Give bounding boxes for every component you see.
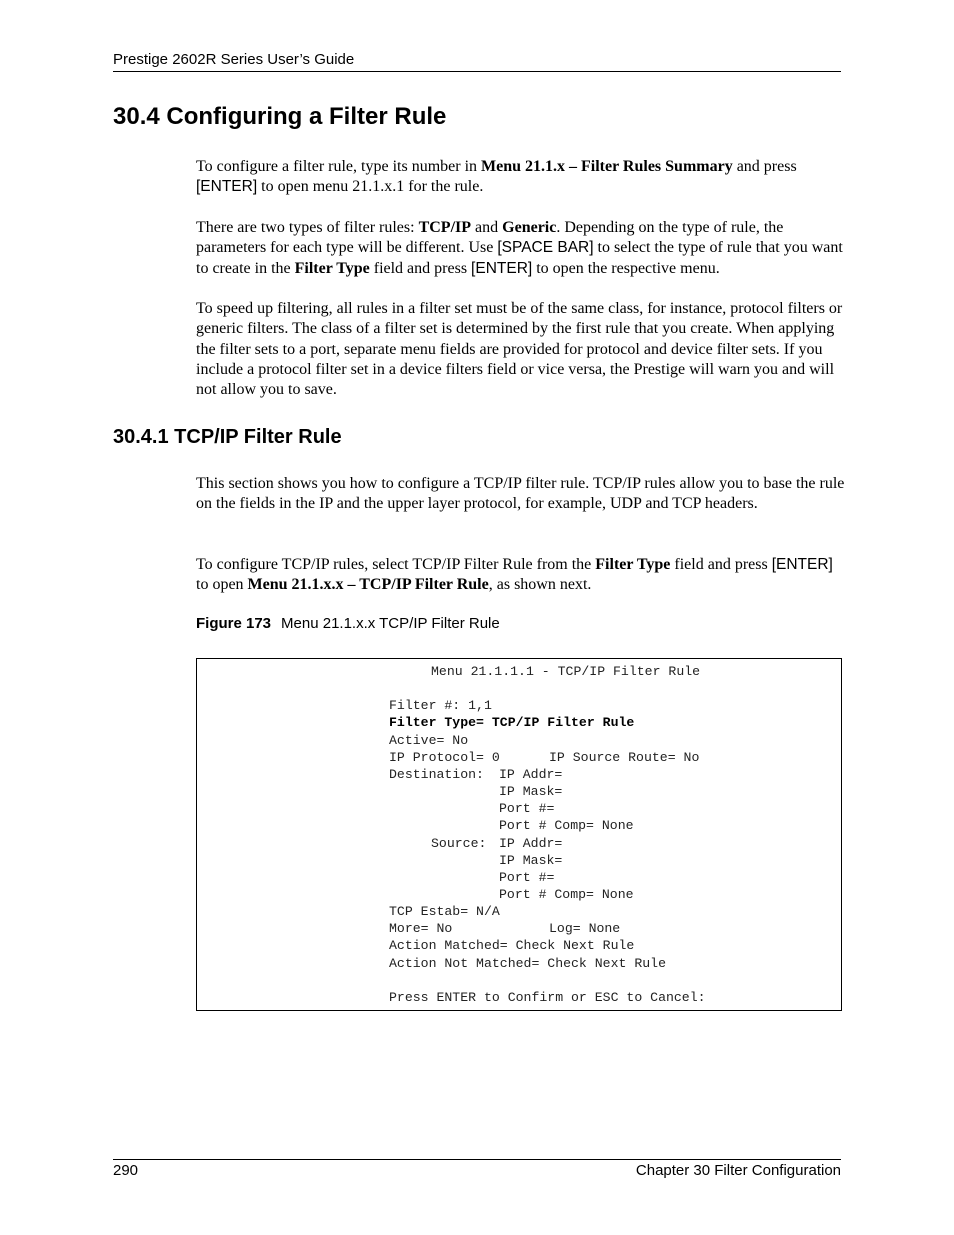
paragraph-filter-rule-types: There are two types of filter rules: TCP/IP and Generic. Depending on the type of rule, the parameters for each type will be different. Use [SPACE BAR] to select the type of rule that you want to create in the Filter Type field and press [ENTER] to open the respective menu. bbox=[196, 219, 843, 277]
src-ip-addr-field: IP Addr= bbox=[499, 836, 563, 851]
figure-title: Menu 21.1.x.x TCP/IP Filter Rule bbox=[281, 615, 500, 632]
src-port-comp-field: Port # Comp= None bbox=[499, 887, 634, 902]
figure-number: Figure 173 bbox=[196, 615, 272, 632]
footer-divider bbox=[113, 1159, 841, 1160]
paragraph-configure-tcpip: To configure TCP/IP rules, select TCP/IP Filter Rule from the Filter Type field and press [ENTER] to open Menu 21.1.x.x – TCP/IP Filter Rule, as shown next. bbox=[196, 556, 833, 594]
action-not-matched-field: Action Not Matched= Check Next Rule bbox=[389, 956, 666, 971]
ip-protocol-field: IP Protocol= 0 bbox=[389, 750, 500, 765]
page-number: 290 bbox=[113, 1162, 139, 1179]
action-matched-field: Action Matched= Check Next Rule bbox=[389, 938, 635, 953]
more-field: More= No bbox=[389, 921, 453, 936]
paragraph-filter-classes: To speed up filtering, all rules in a filter set must be of the same class, for instance, protocol filters or generic filters. The class of a filter set is determined by the first rule that you create. When applying the filter sets to a port, separate menu fields are provided for protocol and device filter sets. If you include a protocol filter set in a device filters field or vice versa, the Prestige will warn you and will not allow you to save. bbox=[196, 300, 843, 399]
log-field: Log= None bbox=[549, 921, 621, 936]
confirm-prompt: Press ENTER to Confirm or ESC to Cancel: bbox=[389, 990, 706, 1005]
dest-port-field: Port #= bbox=[499, 801, 555, 816]
paragraph-tcpip-intro: This section shows you how to configure a TCP/IP filter rule. TCP/IP rules allow you to base the rule on the fields in the IP and the upper layer protocol, for example, UDP and TCP headers. bbox=[196, 475, 845, 513]
figure-caption bbox=[196, 615, 500, 632]
ip-source-route-field: IP Source Route= No bbox=[549, 750, 700, 765]
src-port-field: Port #= bbox=[499, 870, 555, 885]
menu-title: Menu 21.1.1.1 - TCP/IP Filter Rule bbox=[431, 664, 701, 679]
dest-ip-addr-field: IP Addr= bbox=[499, 767, 563, 782]
chapter-title: Chapter 30 Filter Configuration bbox=[635, 1162, 841, 1179]
filter-type-field: Filter Type= TCP/IP Filter Rule bbox=[389, 715, 635, 730]
dest-port-comp-field: Port # Comp= None bbox=[499, 818, 634, 833]
tcp-estab-field: TCP Estab= N/A bbox=[389, 904, 500, 919]
destination-label: Destination: bbox=[389, 767, 484, 782]
menu-screen bbox=[196, 658, 842, 1011]
running-header-title: Prestige 2602R Series User’s Guide bbox=[113, 51, 355, 68]
filter-number-field: Filter #: 1,1 bbox=[389, 698, 492, 713]
subsection-heading: 30.4.1 TCP/IP Filter Rule bbox=[113, 426, 342, 448]
active-field: Active= No bbox=[389, 733, 469, 748]
header-divider bbox=[113, 71, 841, 72]
paragraph-configure-filter-rule: To configure a filter rule, type its number in Menu 21.1.x – Filter Rules Summary and press [ENTER] to open menu 21.1.x.1 for the rule. bbox=[196, 158, 797, 196]
source-label: Source: bbox=[431, 836, 487, 851]
src-ip-mask-field: IP Mask= bbox=[499, 853, 563, 868]
section-heading: 30.4 Configuring a Filter Rule bbox=[113, 103, 447, 130]
dest-ip-mask-field: IP Mask= bbox=[499, 784, 563, 799]
